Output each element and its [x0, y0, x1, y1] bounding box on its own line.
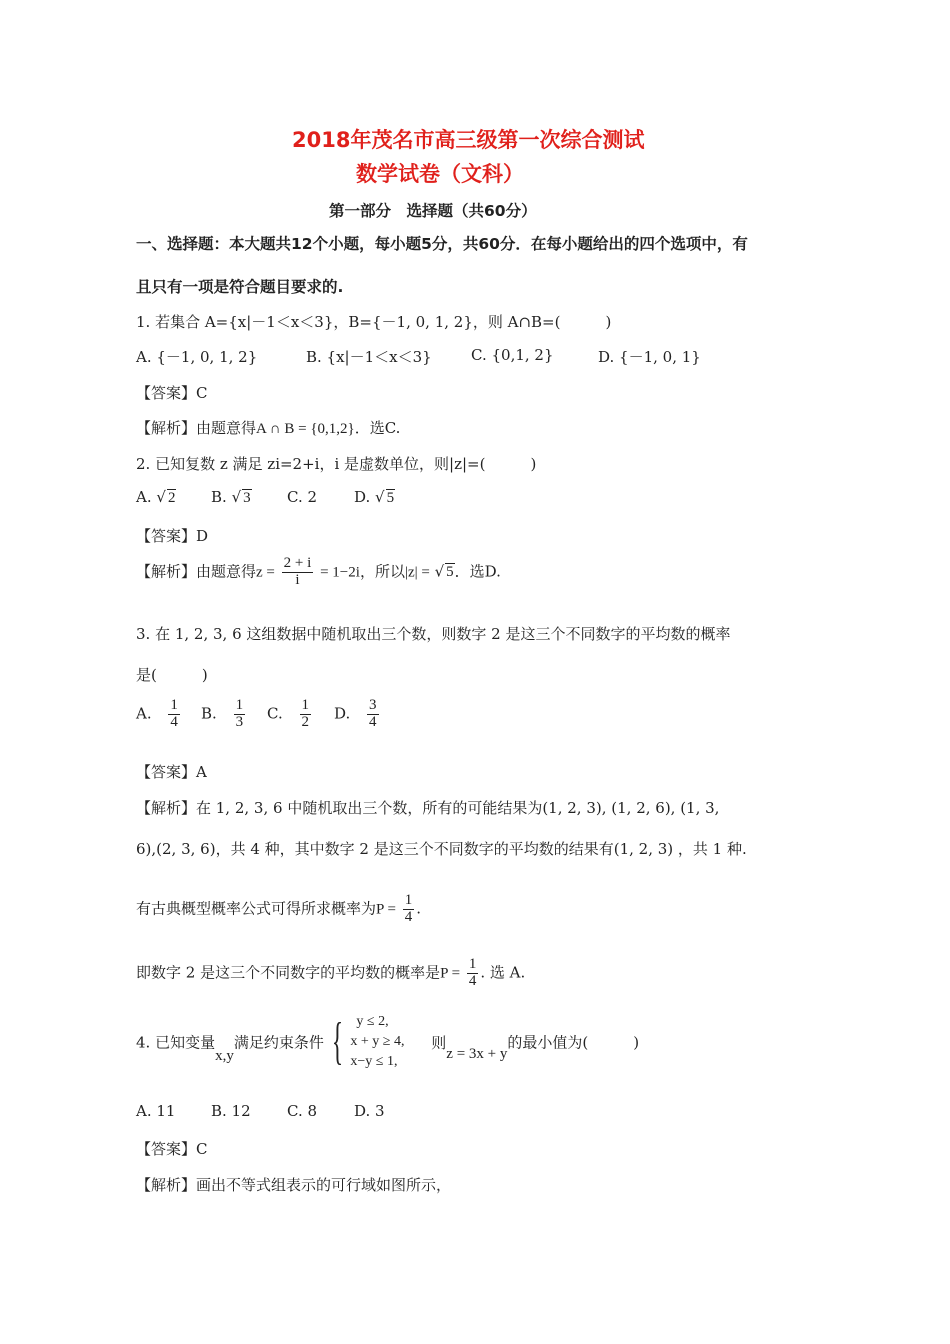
q3-analysis-line1: 【解析】在 1, 2, 3, 6 中随机取出三个数，所有的可能结果为(1, 2, 3), (1, 2, 6), (1, 3,: [136, 799, 720, 817]
sqrt-icon: √: [434, 562, 445, 581]
q4-option-a: A. 11: [136, 1102, 176, 1120]
section-heading-line2: 且只有一项是符合题目要求的.: [136, 278, 344, 296]
fraction-numerator: 1: [301, 697, 309, 713]
fraction-numerator: 3: [369, 697, 377, 713]
sqrt-icon: √: [375, 488, 385, 506]
fraction-denominator: 4: [170, 713, 178, 730]
q2-analysis-abs: |z| =: [404, 564, 430, 581]
q1-option-b: B. {x|－1＜x＜3}: [306, 348, 432, 366]
q1-answer: 【答案】C: [136, 384, 208, 402]
q2-option-c: C. 2: [287, 488, 318, 506]
q1-option-d: D. {－1, 0, 1}: [598, 348, 701, 366]
fraction-denominator: 2: [301, 713, 309, 730]
fraction-denominator: i: [295, 571, 300, 588]
q3-option-fraction: [234, 698, 246, 731]
q2-option-b-radicand: 3: [243, 490, 251, 506]
q4-stem-mid: 满足约束条件: [233, 1033, 324, 1052]
page-subtitle: 数学试卷（文科）: [356, 162, 524, 186]
q2-analysis-suffix: ．选D.: [454, 562, 501, 581]
q3-option-d: [334, 698, 381, 731]
q3-line4-suffix: . 选 A.: [480, 963, 526, 982]
q3-option-fraction: [168, 698, 180, 731]
q2-option-b-label: B.: [211, 488, 227, 506]
fraction-numerator: 1: [468, 956, 477, 972]
q3-option-a: [136, 698, 182, 731]
q2-option-b: [211, 488, 252, 507]
q4-objective: z = 3x + y: [446, 1046, 508, 1062]
q3-line4-fraction: [467, 957, 479, 990]
q4-constraint: x + y ≥ 4,: [350, 1034, 405, 1049]
part-heading: 第一部分 选择题（共60分）: [329, 202, 537, 220]
q3-analysis-line3: [136, 893, 421, 926]
q2-analysis-fraction: [282, 556, 314, 589]
q3-option-fraction: [367, 698, 379, 731]
page-title: 2018年茂名市高三级第一次综合测试: [292, 128, 645, 152]
fraction-numerator: 2 + i: [283, 555, 312, 571]
q3-line4-prefix: 即数字 2 是这三个不同数字的平均数的概率是: [136, 963, 441, 982]
q2-stem: 2. 已知复数 z 满足 zi=2+i，i 是虚数单位，则|z|=( ): [136, 455, 537, 473]
q1-option-c: C. {0,1, 2}: [471, 346, 554, 364]
q3-option-c: [267, 698, 313, 731]
left-brace-icon: {: [331, 1013, 343, 1070]
q2-option-a: [136, 488, 176, 507]
q2-option-a-radicand: 2: [167, 490, 176, 506]
q4-analysis: 【解析】画出不等式组表示的可行域如图所示，: [136, 1176, 452, 1194]
fraction-numerator: 1: [235, 697, 244, 713]
q2-analysis-mid: ，所以: [359, 562, 405, 581]
q1-option-a: A. {－1, 0, 1, 2}: [136, 348, 258, 366]
q4-stem-prefix: 4. 已知变量: [136, 1033, 216, 1052]
q2-option-a-label: A.: [136, 488, 152, 506]
q1-analysis: [136, 417, 400, 438]
fraction-denominator: 4: [369, 713, 377, 730]
q2-option-d: [354, 488, 395, 507]
q3-line4-lhs: P =: [440, 965, 461, 982]
q3-option-b: [201, 698, 247, 731]
q2-analysis-lhs: z =: [256, 564, 275, 581]
q3-stem-line1: 3. 在 1, 2, 3, 6 这组数据中随机取出三个数，则数字 2 是这三个不同数字的平均数的概率: [136, 625, 731, 643]
q3-analysis-line4: [136, 957, 525, 990]
q1-analysis-suffix: ．选C.: [354, 419, 401, 437]
q2-analysis-prefix: 【解析】由题意得: [136, 562, 257, 581]
q4-stem-suffix: 的最小值为( ): [507, 1033, 640, 1052]
section-heading-line1: 一、选择题：本大题共12个小题，每小题5分，共60分．在每小题给出的四个选项中，有: [136, 235, 748, 253]
q2-answer: 【答案】D: [136, 527, 209, 545]
q2-analysis-radicand: 5: [446, 564, 454, 581]
fraction-denominator: 4: [404, 908, 413, 925]
q4-constraints: [350, 1012, 404, 1072]
q3-option-label: B.: [201, 704, 217, 723]
q4-constraint: x−y ≤ 1,: [350, 1054, 398, 1069]
q3-line3-fraction: [403, 893, 415, 926]
q3-analysis-line2: 6),(2, 3, 6)，共 4 种，其中数字 2 是这三个不同数字的平均数的结果有(1, 2, 3) ，共 1 种.: [136, 840, 747, 858]
fraction-numerator: 1: [170, 697, 178, 713]
q4-option-c: C. 8: [287, 1102, 318, 1120]
q3-option-label: C.: [267, 704, 283, 723]
q4-answer: 【答案】C: [136, 1140, 208, 1158]
q4-vars: x,y: [215, 1048, 234, 1064]
q3-line3-prefix: 有古典概型概率公式可得所求概率为: [136, 899, 377, 918]
q4-option-d: D. 3: [354, 1102, 385, 1120]
q4-option-b: B. 12: [211, 1102, 251, 1120]
q4-stem: [136, 1012, 639, 1072]
q3-answer: 【答案】A: [136, 763, 207, 781]
q4-constraint: y ≤ 2,: [356, 1014, 389, 1029]
sqrt-icon: √: [156, 488, 166, 506]
q2-analysis-rhs: = 1−2i: [320, 564, 360, 581]
q1-analysis-math: A ∩ B = {0,1,2}: [256, 421, 355, 437]
q3-line3-lhs: P =: [376, 901, 397, 918]
q2-option-d-radicand: 5: [386, 490, 395, 506]
q2-analysis: [136, 556, 501, 589]
q3-option-label: A.: [136, 704, 152, 723]
q3-option-fraction: [300, 698, 312, 731]
q1-stem: 1. 若集合 A={x|－1＜x＜3}，B={－1, 0, 1, 2}，则 A∩B=( ): [136, 313, 612, 331]
q2-option-d-label: D.: [354, 488, 371, 506]
q3-line3-suffix: .: [416, 899, 422, 918]
fraction-denominator: 4: [468, 972, 477, 989]
sqrt-icon: √: [231, 488, 242, 506]
fraction-denominator: 3: [235, 713, 244, 730]
fraction-numerator: 1: [404, 892, 413, 908]
q3-stem-line2: 是( ): [136, 666, 208, 684]
q1-analysis-prefix: 【解析】由题意得: [136, 419, 257, 437]
q3-option-label: D.: [334, 704, 351, 723]
q4-stem-then: 则: [431, 1033, 447, 1052]
